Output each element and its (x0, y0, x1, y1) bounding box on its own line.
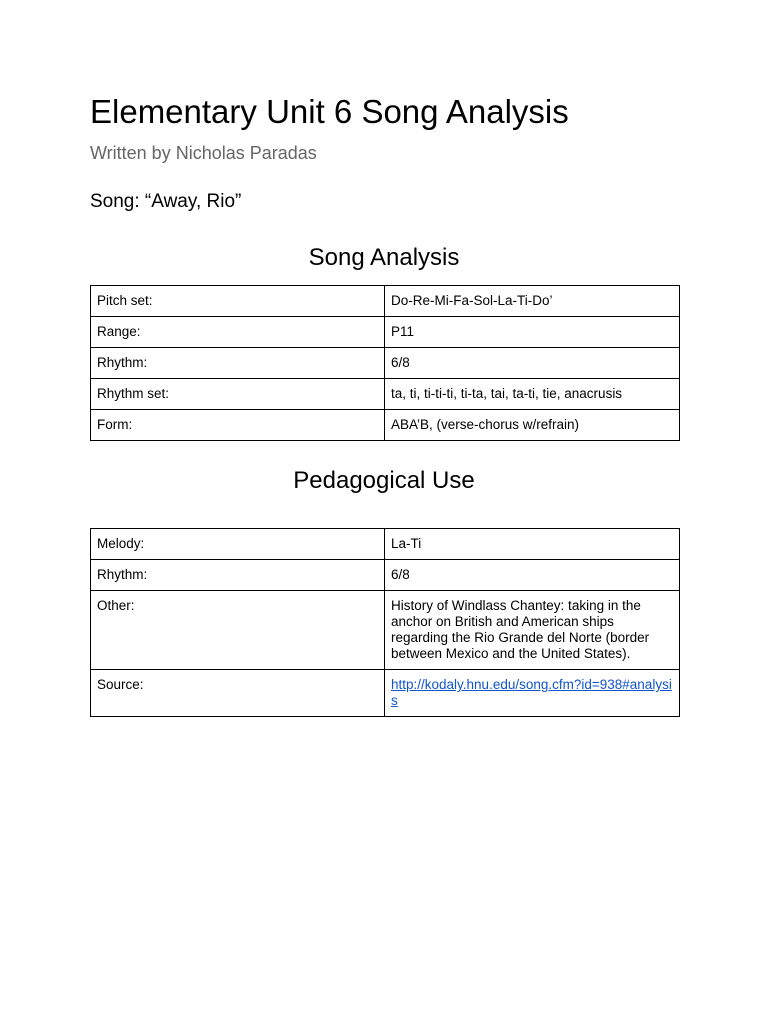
row-value: ta, ti, ti-ti-ti, ti-ta, tai, ta-ti, tie, anacrusis (385, 379, 680, 410)
table-row-rhythm-set (91, 379, 680, 410)
pedagogical-use-table (90, 528, 680, 717)
row-value: La-Ti (385, 529, 680, 560)
row-label: Form: (91, 410, 385, 441)
row-label: Melody: (91, 529, 385, 560)
document-title: Elementary Unit 6 Song Analysis (90, 93, 569, 130)
song-title: Song: “Away, Rio” (90, 191, 242, 212)
document-subtitle: Written by Nicholas Paradas (90, 143, 317, 163)
song-analysis-heading: Song Analysis (308, 244, 460, 271)
table-row-range (91, 317, 680, 348)
row-value: ABA’B, (verse-chorus w/refrain) (385, 410, 680, 441)
row-value: 6/8 (385, 560, 680, 591)
row-value: 6/8 (385, 348, 680, 379)
row-label: Rhythm set: (91, 379, 385, 410)
table-row-rhythm (91, 348, 680, 379)
row-label: Range: (91, 317, 385, 348)
row-value (385, 670, 680, 717)
table-row-other (91, 591, 680, 670)
table-row-source (91, 670, 680, 717)
table-row-rhythm (91, 560, 680, 591)
song-analysis-table (90, 285, 680, 441)
row-label: Rhythm: (91, 348, 385, 379)
pedagogical-use-heading: Pedagogical Use (293, 467, 475, 494)
row-value: History of Windlass Chantey: taking in the anchor on British and American ships regarding the Rio Grande del Norte (border between Mexico and the United States). (385, 591, 680, 670)
source-link[interactable]: http://kodaly.hnu.edu/song.cfm?id=938#analysis (391, 677, 672, 708)
table-row-pitch-set (91, 286, 680, 317)
table-row-melody (91, 529, 680, 560)
row-label: Source: (91, 670, 385, 717)
table-row-form (91, 410, 680, 441)
row-label: Pitch set: (91, 286, 385, 317)
row-value: Do-Re-Mi-Fa-Sol-La-Ti-Do’ (385, 286, 680, 317)
row-label: Rhythm: (91, 560, 385, 591)
row-label: Other: (91, 591, 385, 670)
row-value: P11 (385, 317, 680, 348)
